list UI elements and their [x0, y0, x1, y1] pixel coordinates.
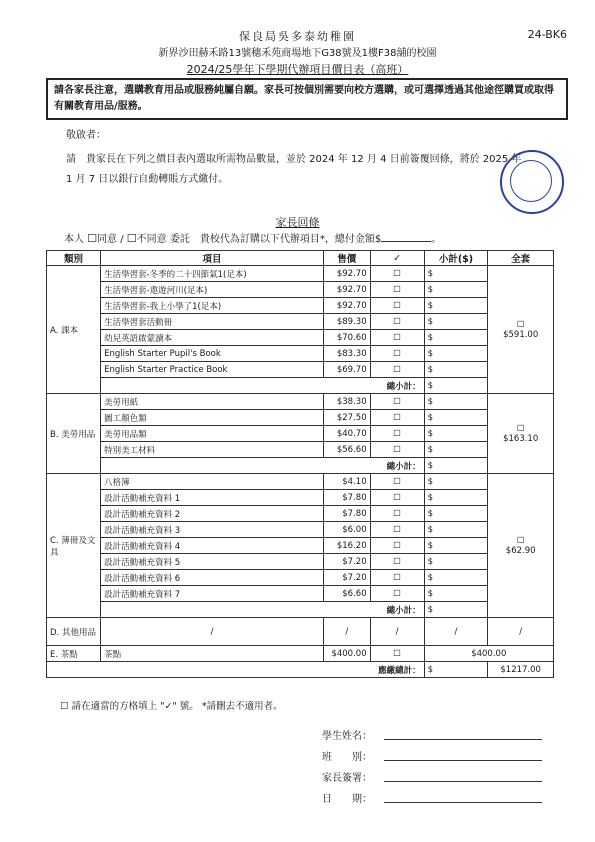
item-subtotal[interactable]: $ — [424, 314, 488, 330]
item-checkbox[interactable]: ☐ — [370, 394, 424, 410]
table-row — [47, 474, 554, 490]
item-name: 生活學習套-冬季的二十四節氣1(足本) — [101, 266, 324, 282]
item-price: $27.50 — [323, 410, 370, 426]
table-row — [47, 282, 554, 298]
item-price: $38.30 — [323, 394, 370, 410]
item-price: $400.00 — [323, 646, 370, 662]
item-name: 美勞用品類 — [101, 426, 324, 442]
category-cell: B. 美勞用品 — [47, 394, 101, 474]
item-subtotal[interactable]: $ — [424, 410, 488, 426]
item-name: 設計活動補充資料 2 — [101, 506, 324, 522]
table-row — [47, 490, 554, 506]
instruction-note — [60, 698, 283, 712]
reply-suffix: 委託 貴校代為訂購以下代辦項目*，總付金額$ — [169, 234, 382, 245]
item-checkbox[interactable]: ☐ — [370, 266, 424, 282]
subtotal-row — [47, 458, 554, 474]
item-checkbox[interactable]: ☐ — [370, 490, 424, 506]
item-price: $89.30 — [323, 314, 370, 330]
item-checkbox[interactable]: ☐ — [370, 346, 424, 362]
reply-prefix: 本人 — [64, 234, 84, 245]
table-row — [47, 506, 554, 522]
voluntary-notice: 請各家長注意，選購教育用品或服務純屬自願。家長可按個別需要向校方選購，或可選擇透過其他途徑購買或取得有關教育用品/服務。 — [46, 78, 568, 120]
item-price: $92.70 — [323, 266, 370, 282]
item-subtotal[interactable]: $ — [424, 362, 488, 378]
item-price: $4.10 — [323, 474, 370, 490]
table-row — [47, 346, 554, 362]
item-checkbox[interactable]: ☐ — [370, 314, 424, 330]
student-name-field[interactable] — [384, 727, 542, 740]
table-row — [47, 586, 554, 602]
item-checkbox[interactable]: ☐ — [370, 474, 424, 490]
item-name: 美勞用紙 — [101, 394, 324, 410]
subtotal-value[interactable]: $ — [424, 378, 488, 394]
item-price: $56.60 — [323, 442, 370, 458]
table-header-row — [47, 251, 554, 266]
table-row — [47, 618, 554, 646]
item-price: $7.80 — [323, 490, 370, 506]
item-subtotal[interactable]: $ — [424, 298, 488, 314]
item-checkbox[interactable]: ☐ — [370, 282, 424, 298]
item-name: 設計活動補充資料 5 — [101, 554, 324, 570]
item-name: 八格簿 — [101, 474, 324, 490]
item-price: $6.60 — [323, 586, 370, 602]
item-subtotal[interactable]: $ — [424, 346, 488, 362]
header-check: ✓ — [370, 251, 424, 266]
header-category: 類別 — [47, 251, 101, 266]
table-row — [47, 522, 554, 538]
item-name: 設計活動補充資料 6 — [101, 570, 324, 586]
date-label: 日 期： — [322, 794, 372, 805]
full-set-price: $591.00 — [503, 329, 539, 340]
item-price: $7.20 — [323, 554, 370, 570]
slash-cell: / — [370, 618, 424, 646]
subtotal-value[interactable]: $ — [424, 602, 488, 618]
item-name: 生活學習套-我上小學了1(足本) — [101, 298, 324, 314]
subtotal-label: 總小計： — [101, 378, 425, 394]
item-price: $69.70 — [323, 362, 370, 378]
parent-signature-label: 家長簽署： — [322, 773, 372, 784]
header-subtotal: 小計($) — [424, 251, 488, 266]
total-label: 應繳總計： — [47, 662, 425, 678]
item-checkbox[interactable]: ☐ — [370, 410, 424, 426]
item-subtotal[interactable]: $ — [424, 474, 488, 490]
item-subtotal[interactable]: $ — [424, 570, 488, 586]
table-row — [47, 266, 554, 282]
subtotal-label: 總小計： — [101, 458, 425, 474]
full-set-checkbox[interactable]: ☐ — [516, 535, 525, 546]
item-subtotal[interactable]: $ — [424, 506, 488, 522]
school-seal — [500, 150, 564, 214]
subtotal-row — [47, 602, 554, 618]
item-subtotal[interactable]: $ — [424, 538, 488, 554]
item-price: $92.70 — [323, 298, 370, 314]
item-subtotal[interactable]: $ — [424, 330, 488, 346]
item-subtotal[interactable]: $ — [424, 586, 488, 602]
item-checkbox[interactable]: ☐ — [370, 570, 424, 586]
subtotal-value[interactable]: $ — [424, 458, 488, 474]
full-set-cell[interactable] — [488, 474, 554, 618]
item-name: English Starter Pupil's Book — [101, 346, 324, 362]
agree-checkbox[interactable]: ☐ — [87, 232, 98, 245]
table-row — [47, 410, 554, 426]
item-subtotal[interactable]: $ — [424, 442, 488, 458]
agree-label: 同意 — [97, 234, 118, 245]
full-set-price: $163.10 — [503, 433, 539, 444]
full-set-cell[interactable] — [488, 394, 554, 474]
item-price: $92.70 — [323, 282, 370, 298]
slash-cell: / — [323, 618, 370, 646]
item-subtotal[interactable]: $ — [424, 426, 488, 442]
full-set-checkbox[interactable]: ☐ — [516, 319, 525, 330]
item-name: 幼兒英語啟蒙讀本 — [101, 330, 324, 346]
total-row — [47, 662, 554, 678]
item-checkbox[interactable]: ☐ — [370, 442, 424, 458]
slash-cell: / — [488, 618, 554, 646]
category-cell: A. 課本 — [47, 266, 101, 394]
header-full-set: 全套 — [488, 251, 554, 266]
item-checkbox[interactable]: ☐ — [370, 362, 424, 378]
parent-signature-field[interactable] — [384, 769, 542, 782]
item-checkbox[interactable]: ☐ — [370, 330, 424, 346]
item-checkbox[interactable]: ☐ — [370, 538, 424, 554]
full-set-cell[interactable] — [488, 266, 554, 394]
item-price: $7.80 — [323, 506, 370, 522]
total-value: $1217.00 — [488, 662, 554, 678]
item-name: English Starter Practice Book — [101, 362, 324, 378]
table-row — [47, 426, 554, 442]
item-name: 設計活動補充資料 7 — [101, 586, 324, 602]
salutation: 敬啟者： — [66, 130, 106, 141]
item-name: 設計活動補充資料 4 — [101, 538, 324, 554]
item-checkbox[interactable]: ☐ — [370, 586, 424, 602]
item-price: $16.20 — [323, 538, 370, 554]
item-checkbox[interactable]: ☐ — [370, 646, 424, 662]
letter-body: 請 貴家長在下列之價目表內選取所需物品數量，並於 2024 年 12 月 4 日前簽覆回條，將於 2025 年 1 月 7 日以銀行自動轉賬方式繳付。 — [66, 154, 522, 185]
date-field[interactable] — [384, 790, 542, 803]
form-title: 2024/25學年下學期代辦項目價目表（高班） — [186, 63, 409, 76]
reply-slip-title: 家長回條 — [275, 216, 320, 229]
table-row — [47, 314, 554, 330]
table-row — [47, 570, 554, 586]
item-checkbox[interactable]: ☐ — [370, 426, 424, 442]
subtotal-row — [47, 378, 554, 394]
note-checkbox-icon: ☐ — [60, 701, 69, 712]
header-price: 售價 — [323, 251, 370, 266]
disagree-checkbox[interactable]: ☐ — [126, 232, 137, 245]
category-cell: E. 茶點 — [47, 646, 101, 662]
item-subtotal[interactable]: $ — [424, 554, 488, 570]
table-row — [47, 538, 554, 554]
item-name: 特別美工材料 — [101, 442, 324, 458]
table-row — [47, 554, 554, 570]
item-price: $40.70 — [323, 426, 370, 442]
full-set-checkbox[interactable]: ☐ — [516, 423, 525, 434]
table-row — [47, 646, 554, 662]
item-checkbox[interactable]: ☐ — [370, 298, 424, 314]
reply-statement: 本人 ☐同意 / ☐不同意 委託 貴校代為訂購以下代辦項目*，總付金額$ 。 — [64, 232, 442, 245]
order-table — [46, 250, 554, 678]
item-name: 設計活動補充資料 1 — [101, 490, 324, 506]
total-amount-blank[interactable] — [381, 231, 431, 242]
item-subtotal[interactable]: $ — [424, 522, 488, 538]
note-text: 請在適當的方格填上 "✓" 號。 *請刪去不適用者。 — [71, 701, 283, 712]
item-price: $83.30 — [323, 346, 370, 362]
item-subtotal[interactable]: $ — [424, 394, 488, 410]
item-name: 生活學習套-遨遊河川(足本) — [101, 282, 324, 298]
item-name: 生活學習套活動冊 — [101, 314, 324, 330]
full-set-price: $62.90 — [505, 545, 536, 556]
disagree-label: 不同意 — [136, 234, 167, 245]
slash-cell: / — [424, 618, 488, 646]
item-subtotal[interactable]: $ — [424, 490, 488, 506]
category-cell: D. 其他用品 — [47, 618, 101, 646]
item-price: $7.20 — [323, 570, 370, 586]
item-name: 圖工顏色類 — [101, 410, 324, 426]
header-item: 項目 — [101, 251, 324, 266]
table-row — [47, 442, 554, 458]
table-row — [47, 394, 554, 410]
school-name: 保良局吳多泰幼稚園 — [239, 30, 356, 43]
item-checkbox[interactable]: ☐ — [370, 554, 424, 570]
item-checkbox[interactable]: ☐ — [370, 506, 424, 522]
item-checkbox[interactable]: ☐ — [370, 522, 424, 538]
student-name-label: 學生姓名： — [322, 731, 372, 742]
item-price: $6.00 — [323, 522, 370, 538]
tea-subtotal: $400.00 — [424, 646, 553, 662]
form-code: 24-BK6 — [527, 28, 567, 41]
slash-cell: / — [101, 618, 324, 646]
table-row — [47, 362, 554, 378]
item-subtotal[interactable]: $ — [424, 266, 488, 282]
item-price: $70.60 — [323, 330, 370, 346]
item-subtotal[interactable]: $ — [424, 282, 488, 298]
subtotal-label: 總小計： — [101, 602, 425, 618]
school-address: 新界沙田赫禾路13號穗禾苑商場地下G38號及1樓F38舖的校園 — [158, 48, 437, 59]
category-cell: C. 簿冊及文具 — [47, 474, 101, 618]
total-dollar: $ — [424, 662, 488, 678]
item-name: 茶點 — [101, 646, 324, 662]
class-label: 班 別： — [322, 752, 372, 763]
table-row — [47, 330, 554, 346]
item-name: 設計活動補充資料 3 — [101, 522, 324, 538]
class-field[interactable] — [384, 748, 542, 761]
table-row — [47, 298, 554, 314]
